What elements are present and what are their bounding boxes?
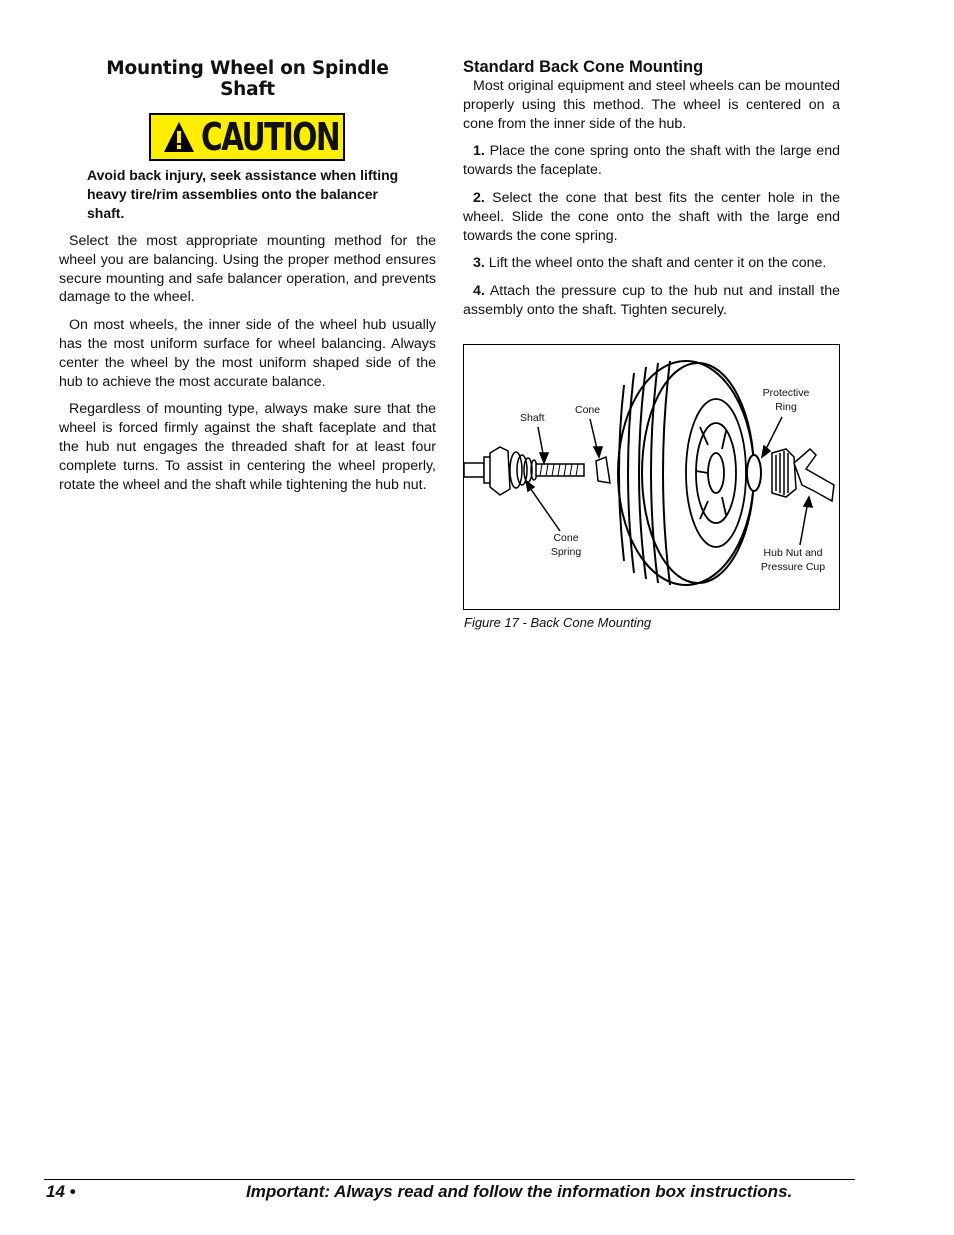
caution-label: CAUTION bbox=[201, 115, 340, 159]
left-column bbox=[59, 58, 436, 100]
paragraph: Regardless of mounting type, always make sure that the wheel is forced firmly against the shaft faceplate and that the hub nut engages the threaded shaft for at least four complete turns. To assist in centering the wheel properly, rotate the wheel and the shaft while tightening the hub nut. bbox=[59, 401, 436, 493]
paragraph: Select the most appropriate mounting method for the wheel you are balancing. Using the proper method ensures secure mounting and safe balancer operation, and prevents damage to the wheel. bbox=[59, 233, 436, 306]
step-3 bbox=[463, 254, 840, 273]
paragraph: On most wheels, the inner side of the wheel hub usually has the most uniform surface for wheel balancing. Always center the wheel by the most uniform shaped side of the hub to achieve the most accurate balance. bbox=[59, 317, 436, 390]
caution-warning-text: Avoid back injury, seek assistance when lifting heavy tire/rim assemblies onto the balancer shaft. bbox=[87, 167, 399, 221]
figure-back-cone-mounting bbox=[463, 344, 840, 610]
title-line-1: Mounting Wheel on Spindle bbox=[106, 58, 389, 79]
step-number: 1. bbox=[473, 143, 485, 160]
label-shaft: Shaft bbox=[520, 412, 545, 424]
title-line-2: Shaft bbox=[220, 79, 275, 100]
protective-ring bbox=[747, 455, 761, 491]
step-2 bbox=[463, 189, 840, 245]
label-cone-spring-line2: Spring bbox=[550, 546, 582, 558]
label-hub-nut-line2: Pressure Cup bbox=[760, 561, 826, 573]
step-text: Select the cone that best fits the center hole in the wheel. Slide the cone onto the shaft with the large end towards the cone spring. bbox=[463, 189, 840, 244]
label-hub-nut bbox=[754, 546, 832, 574]
footer-note: Important: Always read and follow the information box instructions. bbox=[246, 1182, 793, 1201]
left-paragraphs bbox=[59, 232, 436, 503]
section-title-back-cone: Standard Back Cone Mounting bbox=[463, 58, 704, 76]
step-text: Attach the pressure cup to the hub nut and install the assembly onto the shaft. Tighten securely. bbox=[463, 283, 840, 318]
label-hub-nut-line1: Hub Nut and bbox=[763, 547, 823, 559]
cone bbox=[596, 457, 610, 483]
step-4 bbox=[463, 282, 840, 320]
hub-nut-pressure-cup bbox=[772, 449, 834, 501]
cone-spring bbox=[510, 452, 537, 488]
caution-banner bbox=[149, 113, 345, 161]
label-protective-ring-line2: Ring bbox=[775, 401, 797, 413]
shaft-base bbox=[464, 463, 484, 477]
footer-divider bbox=[44, 1179, 855, 1180]
step-1 bbox=[463, 142, 840, 180]
label-cone: Cone bbox=[575, 404, 601, 416]
step-text: Place the cone spring onto the shaft with the large end towards the faceplate. bbox=[463, 143, 840, 179]
right-column bbox=[463, 57, 840, 329]
step-text: Lift the wheel onto the shaft and center it on the cone. bbox=[488, 255, 827, 272]
step-number: 2. bbox=[473, 189, 485, 206]
page-number: 14 • bbox=[46, 1182, 76, 1201]
right-body bbox=[463, 77, 840, 320]
label-protective-ring-line1: Protective bbox=[762, 387, 810, 399]
label-cone-spring bbox=[544, 531, 588, 559]
section-title-mounting bbox=[59, 58, 436, 100]
warning-triangle-icon bbox=[163, 120, 195, 154]
figure-caption: Figure 17 - Back Cone Mounting bbox=[464, 615, 652, 630]
step-number: 3. bbox=[473, 255, 485, 272]
step-number: 4. bbox=[473, 283, 485, 300]
faceplate bbox=[490, 447, 510, 495]
label-protective-ring bbox=[757, 386, 815, 414]
intro-paragraph: Most original equipment and steel wheels can be mounted properly using this method. The wheel is centered on a cone from the inner side of the hub. bbox=[463, 78, 840, 132]
label-cone-spring-line1: Cone bbox=[553, 532, 579, 544]
